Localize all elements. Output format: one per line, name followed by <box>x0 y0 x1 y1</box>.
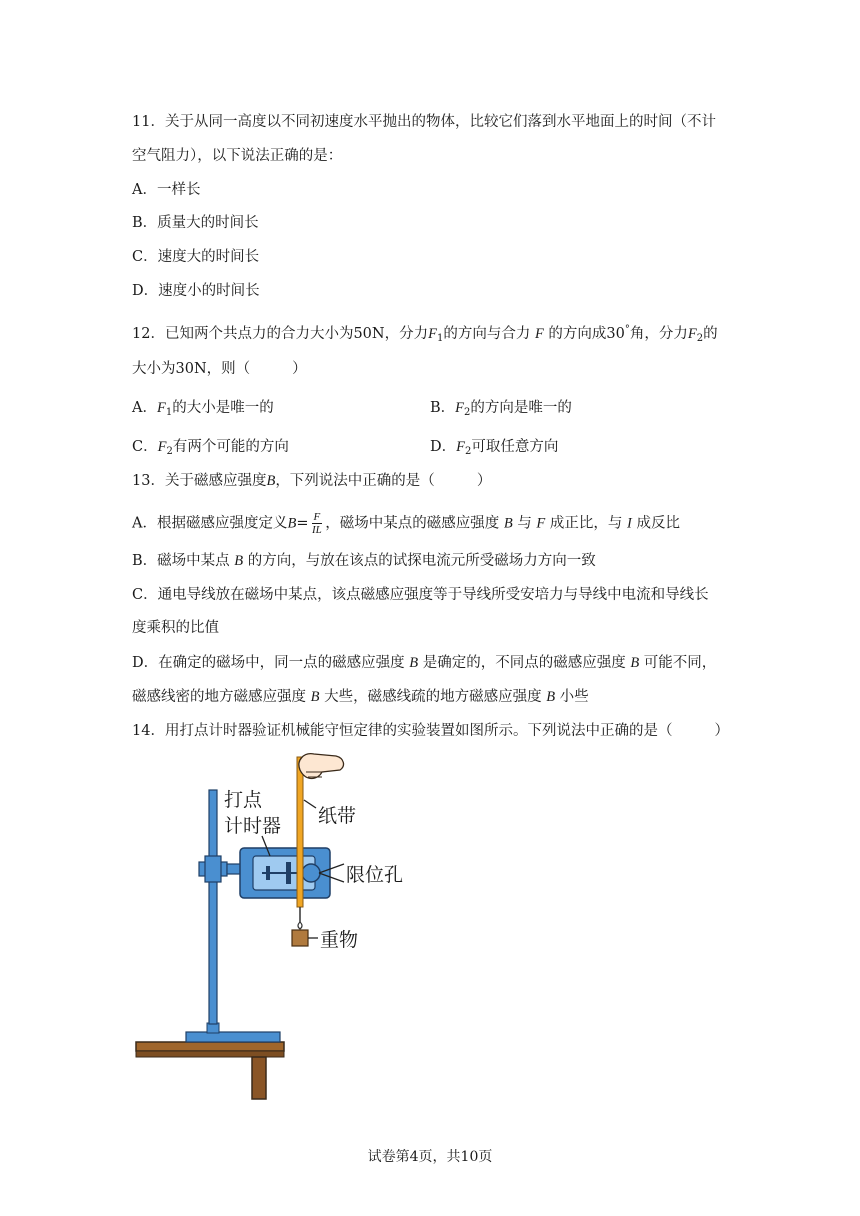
q11-option-d: D．速度小的时间长 <box>132 283 260 299</box>
q11-stem-line1: 11．关于从同一高度以不同初速度水平抛出的物体，比较它们落到水平地面上的时间（不计 <box>132 114 716 130</box>
q12-option-a: A．$F_1$的大小是唯一的 <box>132 400 274 418</box>
q11-option-c: C．速度大的时间长 <box>132 249 260 265</box>
label-hole: 限位孔 <box>346 864 404 886</box>
q13-stem: 13．关于磁感应强度B，下列说法中正确的是（ ） <box>132 473 492 489</box>
q12-option-d: D．$F_2$可取任意方向 <box>430 439 559 457</box>
hand-icon <box>299 754 344 779</box>
paper-tape <box>297 757 303 907</box>
label-timer-line2: 计时器 <box>224 815 282 837</box>
q12-option-b: B．$F_2$的方向是唯一的 <box>430 400 572 418</box>
page-footer: 试卷第4页，共10页 <box>367 1149 493 1165</box>
q13-option-d-line1: D．在确定的磁场中，同一点的磁感应强度 B 是确定的，不同点的磁感应强度 B 可能不同， <box>132 655 717 671</box>
formula-fraction: $\frac{F}{IL}$ <box>311 511 322 536</box>
apparatus-figure <box>130 750 430 1105</box>
label-weight: 重物 <box>320 929 359 951</box>
q11-option-b: B．质量大的时间长 <box>132 215 259 231</box>
q13-option-c-line2: 度乘积的比值 <box>132 620 219 636</box>
label-timer-line1: 打点 <box>224 789 263 811</box>
weight <box>292 907 308 946</box>
q13-option-c-line1: C．通电导线放在磁场中某点，该点磁感应强度等于导线所受安培力与导线中电流和导线长 <box>132 587 709 603</box>
q12-stem-line2: 大小为30N，则（ ） <box>132 361 307 377</box>
label-tape: 纸带 <box>318 805 357 827</box>
q11-option-a: A．一样长 <box>132 182 201 198</box>
q14-stem: 14．用打点计时器验证机械能守恒定律的实验装置如图所示。下列说法中正确的是（ ） <box>132 723 729 739</box>
q13-option-b: B．磁场中某点 B 的方向，与放在该点的试探电流元所受磁场力方向一致 <box>132 553 596 569</box>
table <box>136 1042 284 1099</box>
q12-option-c: C．$F_2$有两个可能的方向 <box>132 439 289 457</box>
timer-device <box>240 848 330 898</box>
q11-stem-line2: 空气阻力），以下说法正确的是： <box>132 148 343 164</box>
q12-stem-line1: 12．已知两个共点力的合力大小为50N，分力$F_1$的方向与合力 F 的方向成30°角，分力$F_2$的 <box>132 324 718 344</box>
q13-option-a: A．根据磁感应强度定义B= $\frac{F}{IL}$ ，磁场中某点的磁感应强度 B 与 F 成正比，与 I 成反比 <box>132 511 680 536</box>
q13-option-d-line2: 磁感线密的地方磁感应强度 B 大些，磁感线疏的地方磁感应强度 B 小些 <box>132 689 589 705</box>
